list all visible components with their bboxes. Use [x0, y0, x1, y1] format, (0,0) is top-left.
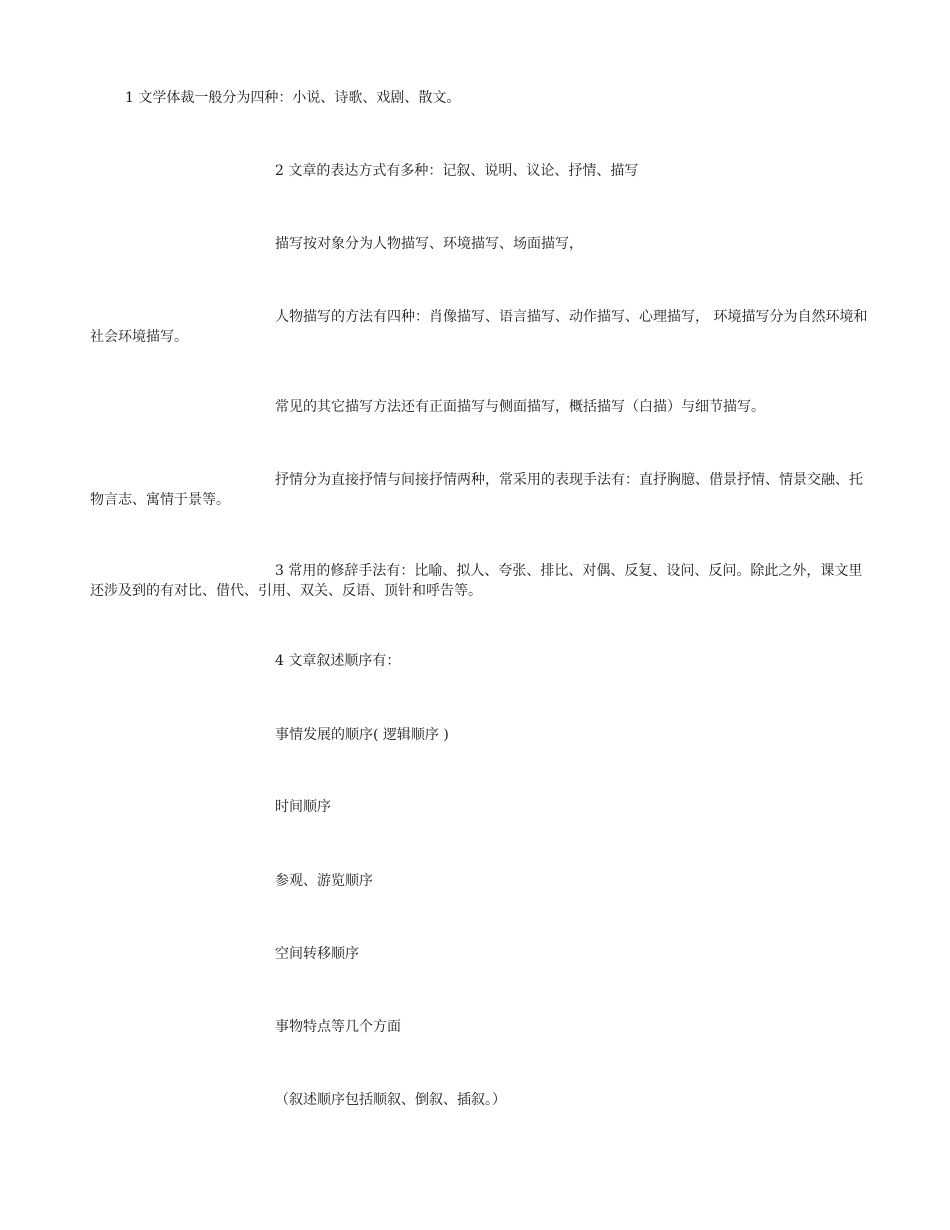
paragraph-lyric-methods: 抒情分为直接抒情与间接抒情两种，常采用的表现手法有：直抒胸臆、借景抒情、情景交融、托物言志、寓情于景等。: [90, 472, 863, 508]
list-item-visit-order: 参观、游览顺序: [275, 873, 373, 889]
paragraph-other-description-methods: 常见的其它描写方法还有正面描写与侧面描写，概括描写（白描）与细节描写。: [275, 399, 765, 415]
paragraph-expression-modes: 2 文章的表达方式有多种：记叙、说明、议论、抒情、描写: [275, 163, 639, 179]
paragraph-character-description: 人物描写的方法有四种：肖像描写、语言描写、动作描写、心理描写， 环境描写分为自然环境和社会环境描写。: [90, 309, 868, 345]
paragraph-rhetorical-devices: 3 常用的修辞手法有：比喻、拟人、夸张、排比、对偶、反复、设问、反问。除此之外，课文里还涉及到的有对比、借代、引用、双关、反语、顶针和呼告等。: [90, 563, 863, 599]
paragraph-literary-genres: 1 文学体裁一般分为四种：小说、诗歌、戏剧、散文。: [125, 90, 461, 106]
paragraph-narrative-order-note: （叙述顺序包括顺叙、倒叙、插叙。）: [275, 1092, 506, 1108]
paragraph-description-types: 描写按对象分为人物描写、环境描写、场面描写，: [275, 236, 583, 252]
list-item-feature-order: 事物特点等几个方面: [275, 1019, 401, 1035]
list-item-time-order: 时间顺序: [275, 799, 331, 815]
paragraph-narrative-order-heading: 4 文章叙述顺序有：: [275, 653, 401, 669]
list-item-space-order: 空间转移顺序: [275, 946, 359, 962]
list-item-event-order: 事情发展的顺序( 逻辑顺序 ): [275, 727, 449, 743]
